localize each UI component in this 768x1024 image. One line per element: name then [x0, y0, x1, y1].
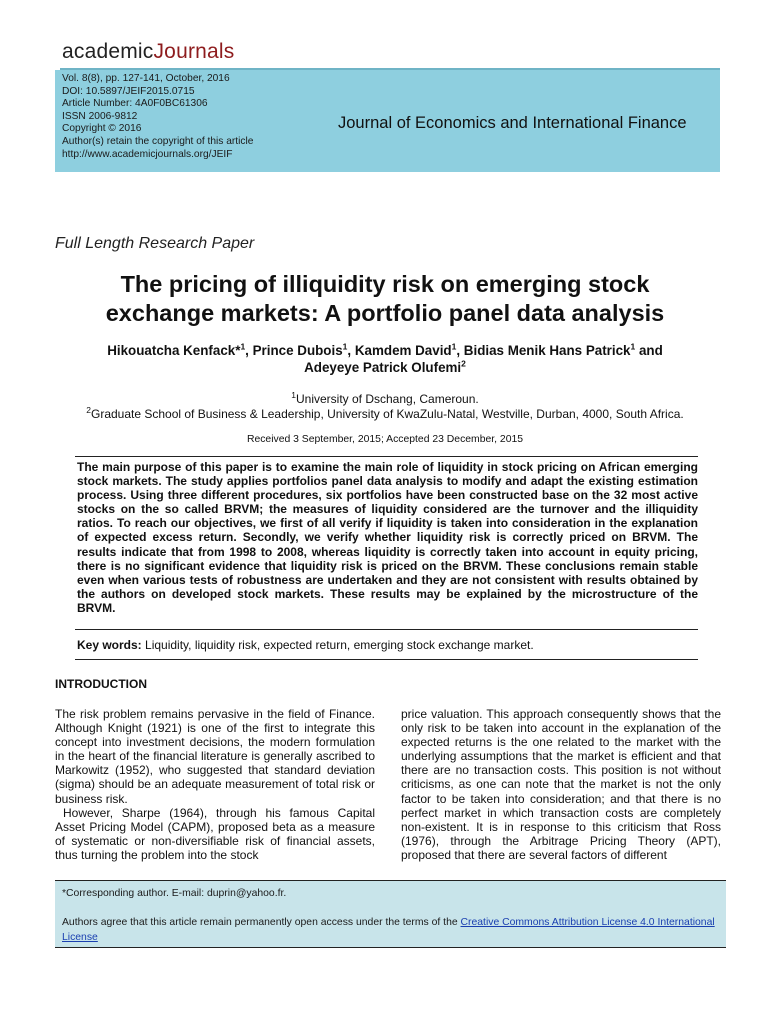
meta-copyright: Copyright © 2016: [62, 123, 142, 135]
paper-title: [40, 270, 730, 328]
body-column-left: [55, 707, 375, 862]
author-separator: ,: [347, 343, 355, 358]
author-affil-mark: 1: [451, 341, 457, 352]
affiliations: [30, 392, 740, 422]
meta-issn: ISSN 2006-9812: [62, 110, 138, 122]
brand-prefix: academic: [62, 40, 154, 63]
author-list: [40, 342, 730, 376]
publisher-logo: [62, 40, 234, 64]
author-affil-mark: 1: [630, 341, 636, 352]
author-name: Prince Dubois: [252, 343, 343, 358]
license-link[interactable]: Creative Commons Attribution License 4.0 International License: [62, 917, 715, 943]
affil-mark: 2: [86, 405, 91, 415]
author-affil-mark: 2: [461, 358, 466, 369]
meta-article-number: Article Number: 4A0F0BC61306: [62, 98, 208, 110]
corresponding-author: *Corresponding author. E-mail: duprin@yahoo.fr.: [62, 888, 287, 899]
section-heading: INTRODUCTION: [55, 677, 147, 691]
keywords-text: Liquidity, liquidity risk, expected return, emerging stock exchange market.: [145, 638, 534, 652]
title-line-2: exchange markets: A portfolio panel data analysis: [105, 300, 665, 326]
affil-text: University of Dschang, Cameroun.: [295, 392, 479, 406]
affil-text: Graduate School of Business & Leadership, University of KwaZulu-Natal, Westville, Durban, 4000, South Africa.: [90, 407, 684, 421]
title-line-1: The pricing of illiquidity risk on emerging stock: [120, 271, 650, 297]
paper-type: Full Length Research Paper: [55, 235, 255, 252]
article-meta: [62, 73, 253, 161]
author-separator: ,: [245, 343, 253, 358]
body-column-right: [401, 707, 721, 862]
keywords: [77, 638, 698, 653]
affiliation-1: [30, 392, 740, 407]
journal-title: Journal of Economics and International Finance: [338, 114, 687, 132]
paragraph: However, Sharpe (1964), through his famous Capital Asset Pricing Model (CAPM), proposed beta as a measure of systematic or non-diversifiable risk of financial assets, thus turning the problem into the stock: [55, 805, 375, 862]
paragraph: price valuation. This approach consequently shows that the only risk to be taken into account in the explanation of the expected returns is the one related to the market with the underlying assumptions that the market is efficient and that there are no transaction costs. This position is not without criticisms, as one can note that the market is not the only factor to be taken into consideration; and that there is no perfect market in which transaction costs are completely non-existent. It is in response to this criticism that Ross (1976), through the Arbitrage Pricing Theory (APT), proposed that there are several factors of different: [401, 707, 721, 862]
meta-url[interactable]: http://www.academicjournals.org/JEIF: [62, 148, 233, 160]
abstract-top-rule: [75, 456, 698, 457]
abstract: The main purpose of this paper is to examine the main role of liquidity in stock pricing on African emerging stock markets. The study applies portfolios panel data analysis to modify and adapt the existing estimation process. Using three different procedures, six portfolios have been constructed base on the 32 most active stocks on the so called BRVM; the measures of liquidity considered are the turnover and the illiquidity ratios. To reach our objectives, we first of all verify if liquidity is taken into consideration in the explanation of expected excess return. Secondly, we verify whether liquidity risk is correctly priced on BRVM. The results indicate that from 1998 to 2008, whereas liquidity is correctly taken into account in equity pricing, there is no significant evidence that liquidity risk is priced on the BRVM. These conclusions remain stable even when various tests of robustness are undertaken and they are not consistent with results obtained by the authors on developed stock markets. These results may be explained by the microstructure of the BRVM.: [77, 460, 698, 615]
affiliation-2: [30, 407, 740, 422]
abstract-bottom-rule: [75, 629, 698, 630]
author-separator: and: [635, 343, 663, 358]
author-affil-mark: 1: [240, 341, 246, 352]
author-name: Hikouatcha Kenfack*: [107, 343, 241, 358]
received-dates: Received 3 September, 2015; Accepted 23 December, 2015: [246, 434, 524, 445]
author-name: Kamdem David: [354, 343, 452, 358]
author-affil-mark: 1: [342, 341, 348, 352]
affil-mark: 1: [291, 390, 296, 400]
author-name: Adeyeye Patrick Olufemi: [304, 360, 462, 375]
paragraph: The risk problem remains pervasive in the field of Finance. Although Knight (1921) is one of the first to integrate this concept into investment decisions, the modern formulation in the heart of the financial literature is generally ascribed to Markowitz (1952), who suggested that standard deviation (sigma) should be an adequate measurement of total risk or business risk.: [55, 707, 375, 806]
keywords-label: Key words:: [77, 638, 142, 652]
license-text: Authors agree that this article remain permanently open access under the terms of the: [62, 917, 461, 928]
meta-doi: DOI: 10.5897/JEIF2015.0715: [62, 85, 195, 97]
license-statement: [62, 915, 722, 945]
meta-rights: Author(s) retain the copyright of this article: [62, 135, 254, 147]
keywords-bottom-rule: [75, 659, 698, 660]
author-name: Bidias Menik Hans Patrick: [463, 343, 631, 358]
author-separator: ,: [456, 343, 464, 358]
meta-volume: Vol. 8(8), pp. 127-141, October, 2016: [62, 73, 230, 84]
brand-suffix: Journals: [153, 40, 235, 63]
